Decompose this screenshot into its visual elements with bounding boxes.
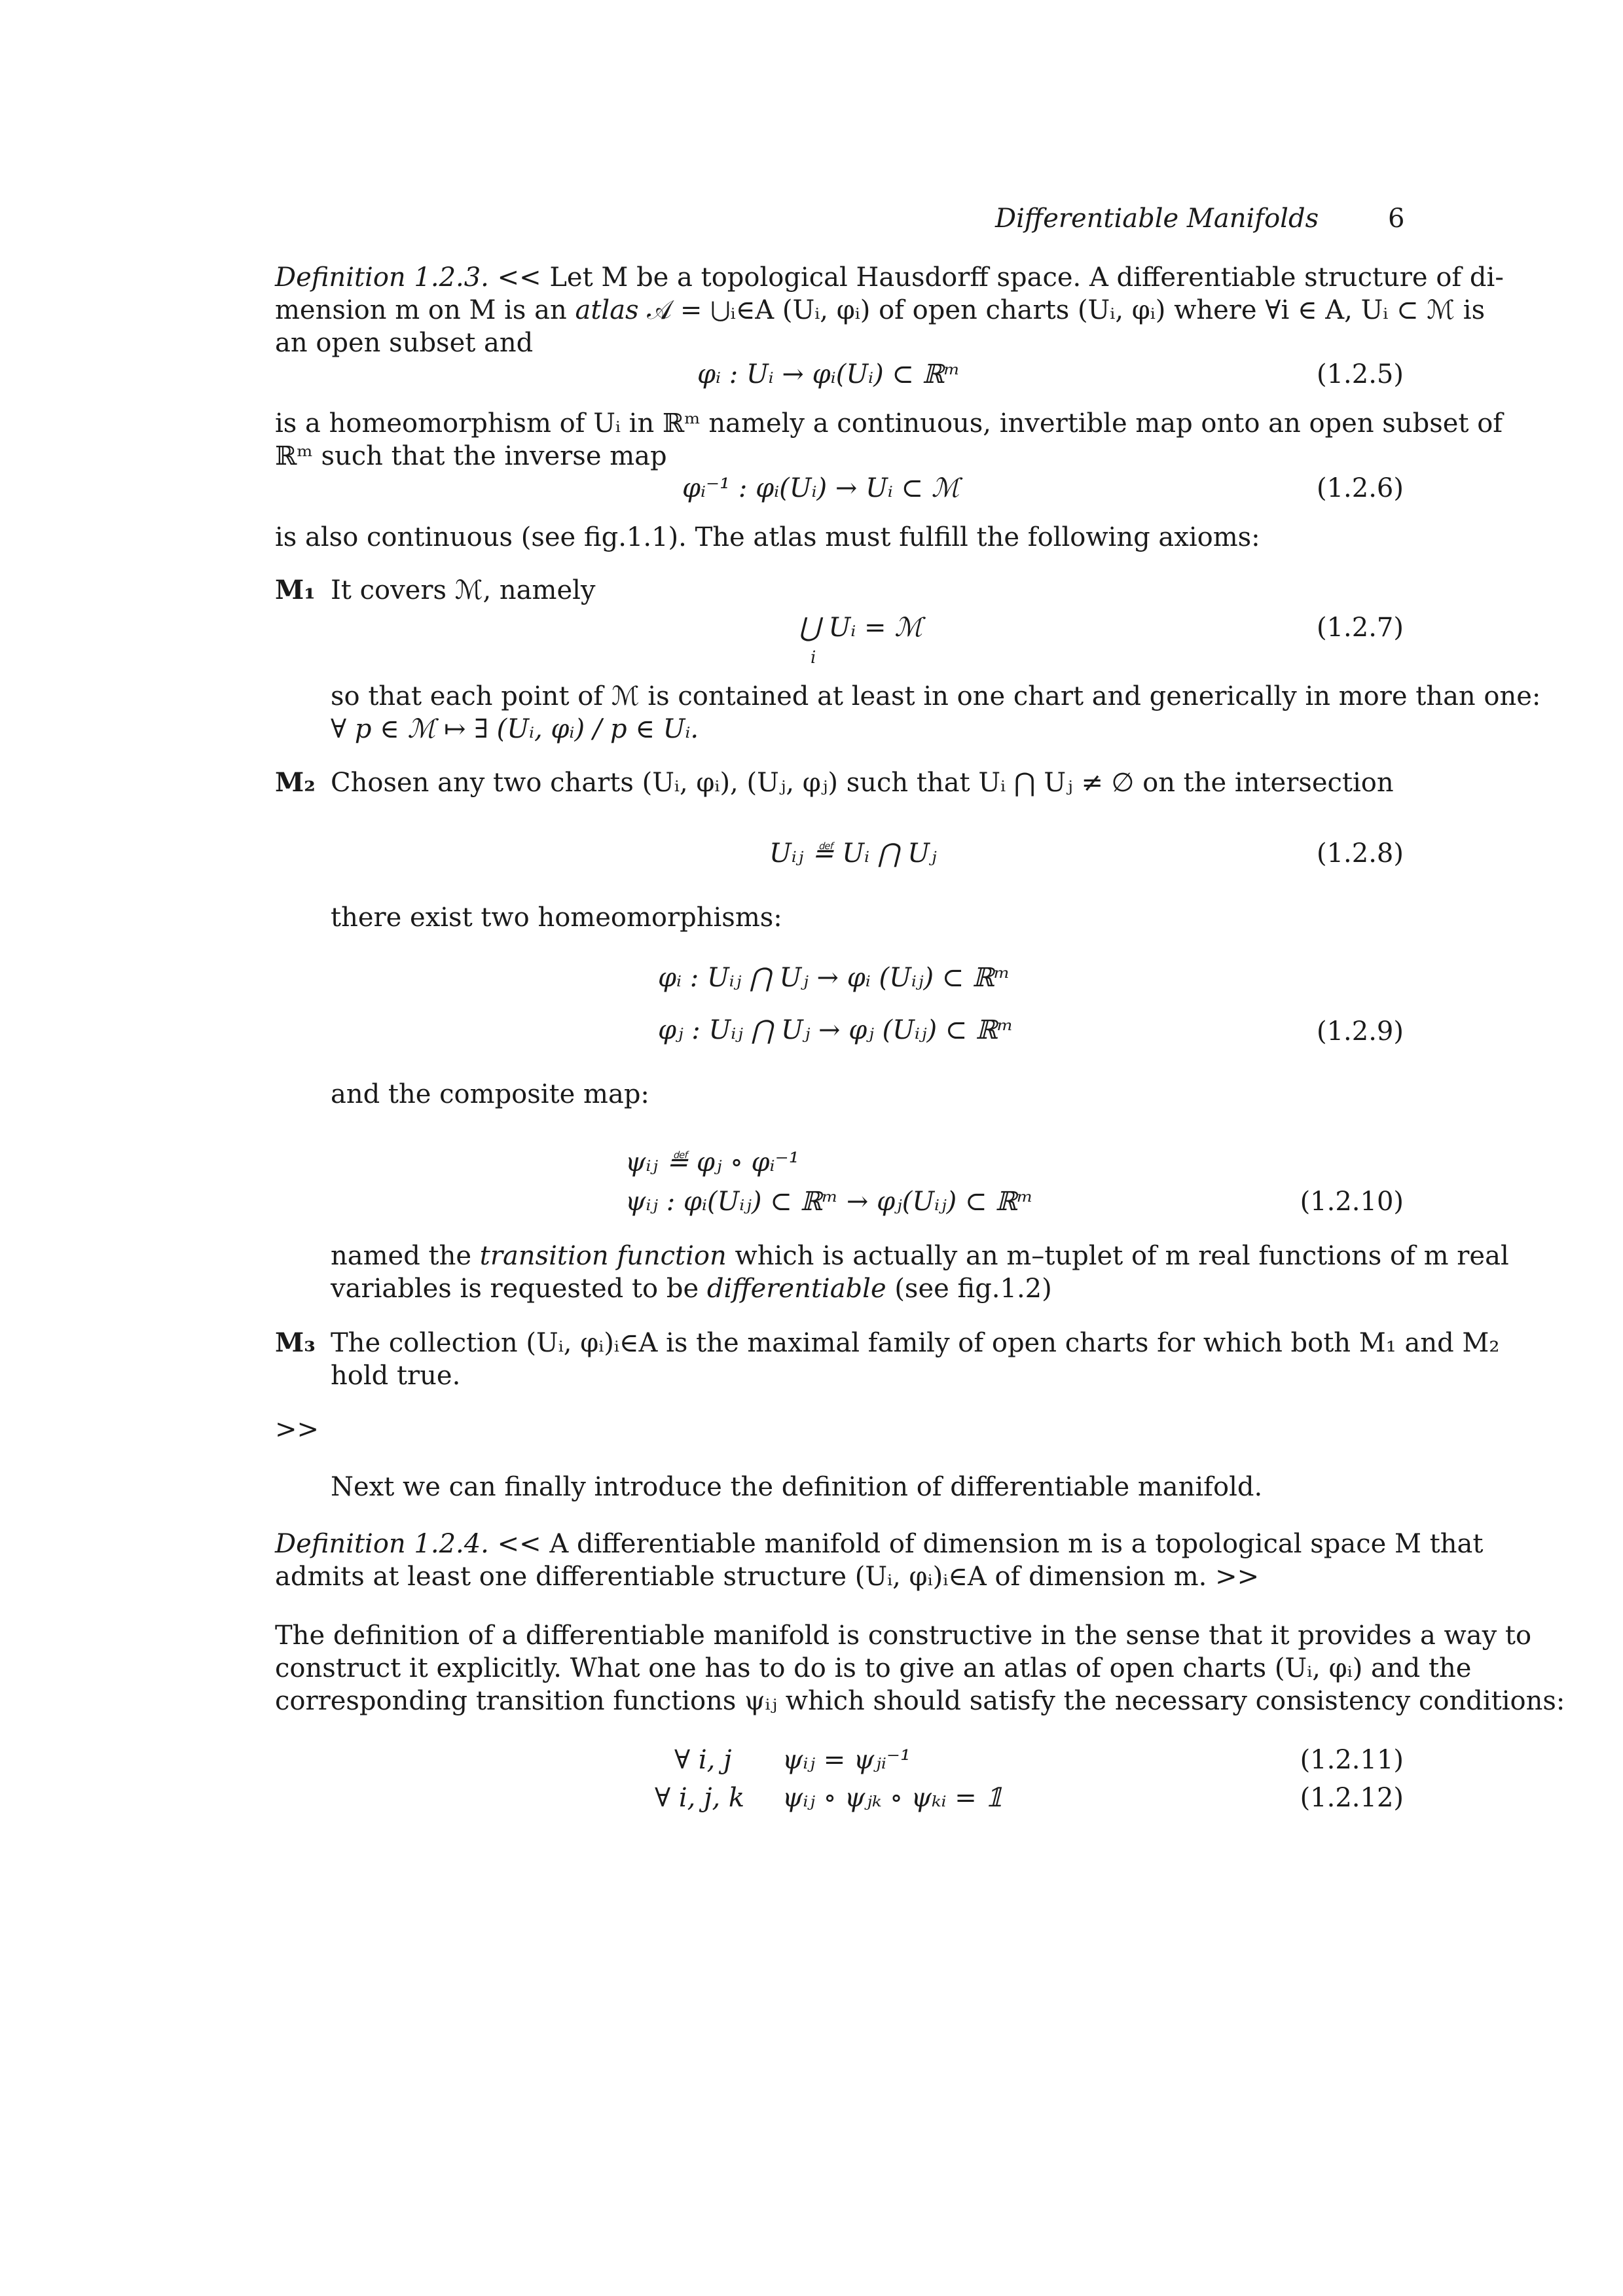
equation-1-2-7-subscript: i xyxy=(811,648,816,668)
homeomorphism-line2: ℝᵐ such that the inverse map xyxy=(275,441,667,471)
axiom-m3-line1: The collection (Uᵢ, φᵢ)ᵢ∈A is the maximal family of open charts for which both M₁ and M₂ xyxy=(331,1328,1500,1358)
axiom-m1-follow-line1: so that each point of ℳ is contained at least in one chart and generically in more than one: xyxy=(331,681,1541,711)
definition-123-line3: an open subset and xyxy=(275,328,534,358)
equation-1-2-7: ⋃ Uᵢ = ℳ xyxy=(799,613,923,643)
equation-1-2-12-quantifier: ∀ i, j, k xyxy=(655,1783,745,1813)
equation-1-2-5: φᵢ : Uᵢ → φᵢ(Uᵢ) ⊂ ℝᵐ xyxy=(697,359,960,389)
differentiable-term: differentiable xyxy=(706,1274,886,1304)
equation-1-2-11: ψᵢⱼ = ψⱼᵢ⁻¹ xyxy=(782,1745,911,1775)
definition-123-line1 xyxy=(275,262,1504,293)
equation-1-2-11-quantifier: ∀ i, j xyxy=(674,1745,732,1775)
transition-function-term: transition function xyxy=(479,1241,727,1271)
equation-1-2-9a: φᵢ : Uᵢⱼ ⋂ Uⱼ → φᵢ (Uᵢⱼ) ⊂ ℝᵐ xyxy=(658,963,1010,993)
closing-line1: The definition of a differentiable manifold is constructive in the sense that it provides a way to xyxy=(275,1621,1532,1651)
definition-123-intro-2b: 𝒜 = ⋃ᵢ∈A (Uᵢ, φᵢ) of open charts (Uᵢ, φᵢ) where ∀i ∈ A, Uᵢ ⊂ ℳ is xyxy=(647,295,1486,325)
definition-124-line2: admits at least one differentiable structure (Uᵢ, φᵢ)ᵢ∈A of dimension m. >> xyxy=(275,1562,1260,1592)
axiom-m3-line2: hold true. xyxy=(331,1361,461,1391)
definition-123-intro-1: << Let M be a topological Hausdorff space. A differentiable structure of di- xyxy=(497,262,1504,293)
axiom-m2-text: Chosen any two charts (Uᵢ, φᵢ), (Uⱼ, φⱼ) such that Uᵢ ⋂ Uⱼ ≠ ∅ on the intersection xyxy=(331,768,1394,798)
definition-123-line2 xyxy=(275,295,1485,326)
equation-number-1-2-6: (1.2.6) xyxy=(1317,473,1404,503)
equation-1-2-10b: ψᵢⱼ : φᵢ(Uᵢⱼ) ⊂ ℝᵐ → φⱼ(Uᵢⱼ) ⊂ ℝᵐ xyxy=(625,1187,1033,1217)
transition-line1 xyxy=(331,1240,1509,1272)
definition-124-text-1: << A differentiable manifold of dimension m is a topological space M that xyxy=(497,1529,1484,1559)
page-number: 6 xyxy=(1388,204,1405,234)
equation-1-2-6: φᵢ⁻¹ : φᵢ(Uᵢ) → Uᵢ ⊂ ℳ xyxy=(682,473,960,503)
transition-line1-a: named the xyxy=(331,1241,472,1271)
composite-map-line: and the composite map: xyxy=(331,1079,649,1109)
axiom-m1-text: It covers ℳ, namely xyxy=(331,575,596,605)
running-title: Differentiable Manifolds xyxy=(995,204,1319,234)
closing-line3: corresponding transition functions ψᵢⱼ which should satisfy the necessary consistency conditions: xyxy=(275,1686,1565,1716)
equation-number-1-2-12: (1.2.12) xyxy=(1300,1783,1404,1813)
transition-line2-b: (see fig.1.2) xyxy=(894,1274,1052,1304)
equation-number-1-2-7: (1.2.7) xyxy=(1317,613,1404,643)
equation-number-1-2-8: (1.2.8) xyxy=(1317,838,1404,869)
equation-number-1-2-10: (1.2.10) xyxy=(1300,1187,1404,1217)
axiom-m3-label: M₃ xyxy=(275,1327,316,1358)
axiom-m2-label: M₂ xyxy=(275,767,316,798)
continuous-line: is also continuous (see fig.1.1). The atlas must fulfill the following axioms: xyxy=(275,522,1260,552)
transition-line2-a: variables is requested to be xyxy=(331,1274,699,1304)
equation-1-2-9b: φⱼ : Uᵢⱼ ⋂ Uⱼ → φⱼ (Uᵢⱼ) ⊂ ℝᵐ xyxy=(658,1015,1013,1045)
atlas-term: atlas xyxy=(575,295,639,325)
definition-123-intro-2a: mension m on M is an xyxy=(275,295,567,325)
definition-124-line1 xyxy=(275,1528,1483,1560)
closing-line2: construct it explicitly. What one has to do is to give an atlas of open charts (Uᵢ, φᵢ) and the xyxy=(275,1653,1472,1683)
equation-number-1-2-9: (1.2.9) xyxy=(1317,1016,1404,1047)
equation-1-2-8: Uᵢⱼ ≝ Uᵢ ⋂ Uⱼ xyxy=(769,838,937,869)
homeomorphism-line1: is a homeomorphism of Uᵢ in ℝᵐ namely a continuous, invertible map onto an open subset of xyxy=(275,408,1503,439)
transition-line1-b: which is actually an m–tuplet of m real functions of m real xyxy=(735,1241,1509,1271)
equation-1-2-10a: ψᵢⱼ ≝ φⱼ ∘ φᵢ⁻¹ xyxy=(625,1147,799,1177)
transition-line2 xyxy=(331,1273,1052,1304)
next-paragraph: Next we can finally introduce the definition of differentiable manifold. xyxy=(331,1472,1263,1502)
axiom-m1-follow-line2: ∀ p ∈ ℳ ↦ ∃ (Uᵢ, φᵢ) / p ∈ Uᵢ. xyxy=(331,714,699,744)
axiom-m1-label: M₁ xyxy=(275,575,316,605)
definition-123-close: >> xyxy=(275,1414,319,1444)
definition-124-label: Definition 1.2.4. xyxy=(275,1529,489,1559)
definition-123-label: Definition 1.2.3. xyxy=(275,262,489,293)
equation-1-2-12: ψᵢⱼ ∘ ψⱼₖ ∘ ψₖᵢ = 𝟙 xyxy=(782,1783,1004,1813)
two-homeomorphisms-line: there exist two homeomorphisms: xyxy=(331,903,782,933)
equation-number-1-2-5: (1.2.5) xyxy=(1317,359,1404,389)
equation-number-1-2-11: (1.2.11) xyxy=(1300,1745,1404,1775)
